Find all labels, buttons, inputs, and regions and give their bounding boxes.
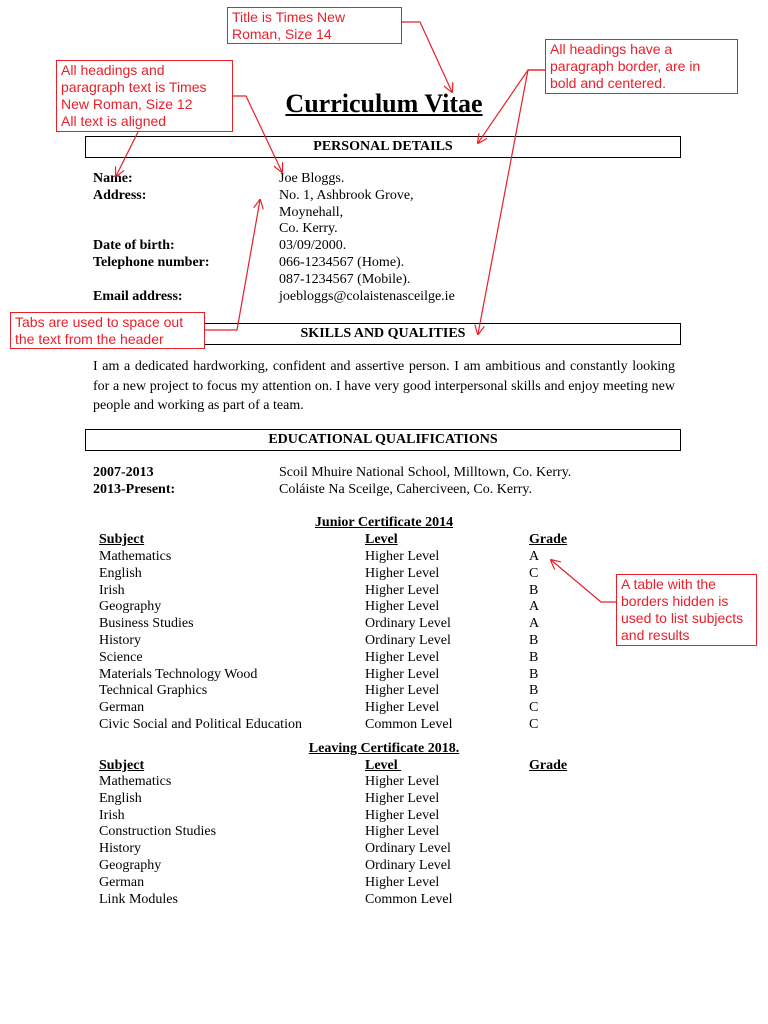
junior-cert-title: Junior Certificate 2014 (314, 515, 454, 530)
headings-note-arrow-1 (116, 132, 138, 176)
junior-subject-cell: Materials Technology Wood (99, 666, 258, 682)
junior-subject-cell: Irish (99, 582, 125, 598)
leaving-subject-cell: Construction Studies (99, 824, 217, 840)
junior-level-cell: Higher Level (365, 666, 440, 682)
address-line-1: No. 1, Ashbrook Grove, (279, 188, 414, 203)
leaving-subject-cell: Irish (99, 807, 125, 823)
leaving-header-subject: Subject (99, 758, 145, 773)
email-value: joebloggs@colaistenasceilge.ie (279, 289, 455, 304)
junior-subject-cell: Mathematics (99, 549, 172, 564)
name-value: Joe Bloggs. (279, 171, 345, 186)
dob-value: 03/09/2000. (279, 238, 347, 253)
junior-subject-cell: English (99, 565, 142, 581)
dob-label: Date of birth: (93, 238, 175, 253)
table-annotation: A table with the borders hidden is used to list subjects and results (616, 574, 757, 646)
junior-grade-cell: C (529, 565, 539, 581)
leaving-subject-cell: Link Modules (99, 891, 178, 907)
border-note-arrow-2 (478, 70, 545, 334)
leaving-subject-cell: Geography (99, 858, 162, 873)
junior-subject-cell: History (99, 633, 141, 648)
junior-level-cell: Higher Level (365, 700, 440, 716)
junior-level-cell: Higher Level (365, 565, 440, 581)
junior-level-cell: Higher Level (365, 549, 440, 564)
leaving-level-cell: Ordinary Level (365, 841, 451, 857)
cv-title: Curriculum Vitae (285, 89, 483, 118)
junior-subject-cell: Geography (99, 599, 162, 615)
junior-grade-cell: B (529, 633, 539, 648)
leaving-subject-cell: English (99, 790, 142, 806)
leaving-header-grade: Grade (529, 758, 568, 773)
junior-level-cell: Higher Level (365, 582, 440, 598)
tabs-note-arrow (205, 200, 260, 330)
edu-years-2: 2013-Present: (93, 482, 176, 497)
junior-level-cell: Higher Level (365, 683, 440, 699)
junior-level-cell: Common Level (365, 717, 453, 732)
junior-grade-cell: A (529, 549, 540, 564)
border-note-arrow-1 (478, 70, 545, 143)
junior-grade-cell: B (529, 666, 539, 682)
leaving-level-cell: Higher Level (365, 774, 440, 789)
leaving-header-level: Level (365, 758, 402, 773)
leaving-subject-cell: History (99, 841, 141, 857)
edu-school-2: Coláiste Na Sceilge, Caherciveen, Co. Kerry. (279, 482, 532, 497)
skills-paragraph: I am a dedicated hardworking, confident and assertive person. I am ambitious and constantly looking for a new project to focus my attention on. I have very good interpersonal skills and enjoy meeting new people and working as part of a team. (93, 359, 675, 413)
title-annotation: Title is Times New Roman, Size 14 (227, 7, 402, 44)
heading-personal-details: PERSONAL DETAILS (85, 136, 681, 158)
junior-grade-cell: B (529, 683, 539, 699)
address-line-2: Moynehall, (279, 205, 344, 220)
edu-school-1: Scoil Mhuire National School, Milltown, Co. Kerry. (279, 465, 572, 480)
phone-home: 066-1234567 (Home). (279, 255, 405, 270)
junior-grade-cell: C (529, 700, 539, 716)
junior-grade-cell: C (529, 717, 539, 732)
heading-skills: SKILLS AND QUALITIES (85, 323, 681, 345)
headings-note-arrow-2 (233, 96, 282, 172)
tabs-annotation: Tabs are used to space out the text from the header (10, 312, 205, 349)
headings-annotation: All headings and paragraph text is Times New Roman, Size 12 All text is aligned (56, 60, 233, 132)
leaving-level-cell: Higher Level (365, 790, 440, 806)
leaving-level-cell: Higher Level (365, 824, 440, 840)
junior-level-cell: Ordinary Level (365, 633, 451, 648)
junior-grade-cell: B (529, 649, 539, 665)
address-label: Address: (93, 188, 147, 203)
table-note-arrow (551, 560, 616, 602)
name-label: Name: (93, 171, 133, 186)
junior-grade-cell: B (529, 582, 539, 598)
junior-subject-cell: Business Studies (99, 616, 194, 632)
junior-grade-cell: A (529, 616, 540, 632)
junior-subject-cell: Technical Graphics (99, 683, 208, 699)
leaving-level-cell: Ordinary Level (365, 858, 451, 873)
phone-mobile: 087-1234567 (Mobile). (279, 272, 411, 287)
junior-header-grade: Grade (529, 532, 568, 547)
edu-years-1: 2007-2013 (93, 465, 154, 480)
leaving-level-cell: Higher Level (365, 874, 440, 890)
leaving-subject-cell: Mathematics (99, 774, 172, 789)
junior-subject-cell: Civic Social and Political Education (99, 717, 302, 732)
leaving-level-cell: Higher Level (365, 807, 440, 823)
junior-subject-cell: German (99, 700, 145, 716)
border-annotation: All headings have a paragraph border, are in bold and centered. (545, 39, 738, 94)
title-note-arrow (402, 22, 452, 92)
leaving-cert-title: Leaving Certificate 2018. (308, 741, 460, 756)
leaving-subject-cell: German (99, 874, 145, 890)
junior-level-cell: Ordinary Level (365, 616, 451, 632)
email-label: Email address: (93, 289, 183, 304)
address-line-3: Co. Kerry. (279, 221, 338, 236)
junior-level-cell: Higher Level (365, 599, 440, 615)
junior-header-level: Level (365, 532, 398, 547)
junior-grade-cell: A (529, 599, 540, 615)
junior-header-subject: Subject (99, 532, 145, 547)
junior-level-cell: Higher Level (365, 649, 440, 665)
leaving-level-cell: Common Level (365, 891, 453, 907)
junior-subject-cell: Science (99, 649, 143, 665)
heading-education: EDUCATIONAL QUALIFICATIONS (85, 429, 681, 451)
phone-label: Telephone number: (93, 255, 210, 270)
